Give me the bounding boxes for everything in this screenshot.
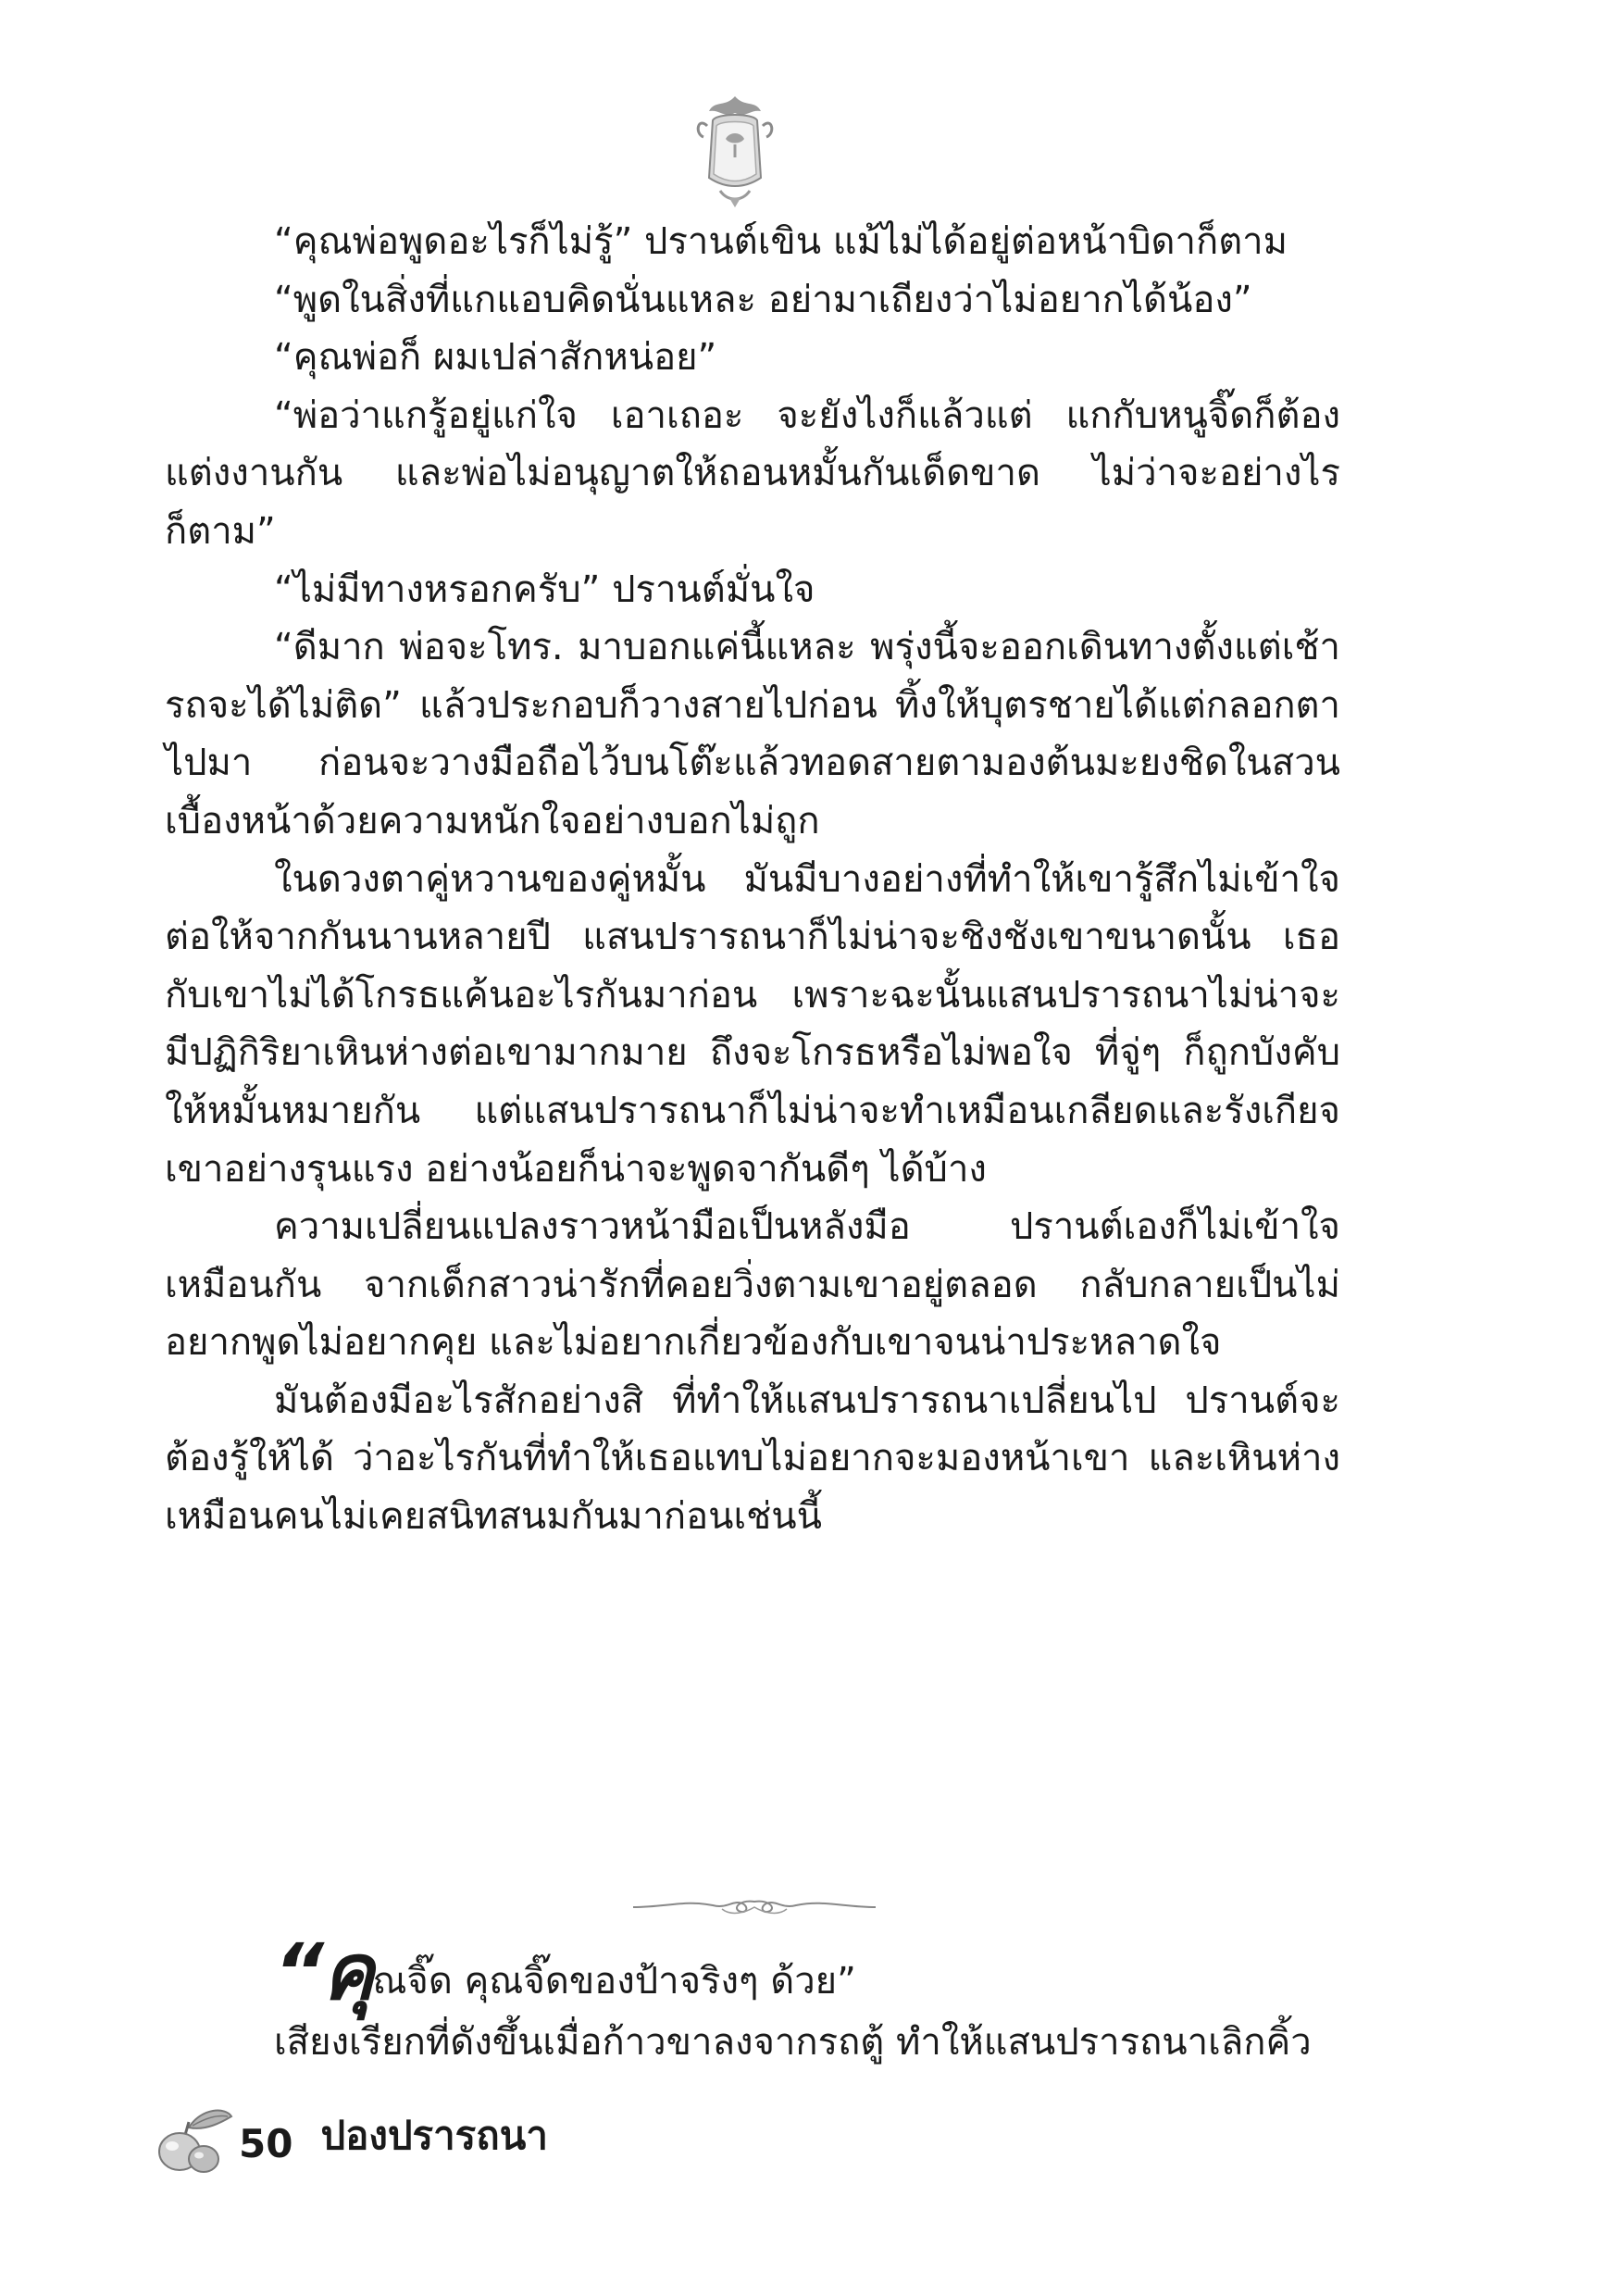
paragraph: มันต้องมีอะไรสักอย่างสิ ที่ทำให้แสนปรารถนาเปลี่ยนไป ปรานต์จะต้องรู้ให้ได้ ว่าอะไรกันที่ทำให้เธอแทบไม่อยากจะมองหน้าเขา และเหินห่างเหมือนคนไม่เคยสนิทสนมกันมาก่อนเช่นนี้ — [165, 1379, 1340, 1539]
fruit-leaf-icon — [152, 2094, 235, 2177]
paragraph: ความเปลี่ยนแปลงราวหน้ามือเป็นหลังมือ ปรานต์เองก็ไม่เข้าใจเหมือนกัน จากเด็กสาวน่ารักที่คอยวิ่งตามเขาอยู่ตลอด กลับกลายเป็นไม่อยากพูดไม่อยากคุย และไม่อยากเกี่ยวข้องกับเขาจนน่าประหลาดใจ — [165, 1205, 1340, 1365]
paragraph: “คุณพ่อก็ ผมเปล่าสักหน่อย” — [274, 336, 717, 380]
dropcap: “คุ — [274, 1927, 373, 2017]
paragraph: เสียงเรียกที่ดังขึ้นเมื่อก้าวขาลงจากรถตู้ ทำให้แสนปรารถนาเลิกคิ้ว — [274, 2021, 1312, 2064]
paragraph: “พูดในสิ่งที่แกแอบคิดนั่นแหละ อย่ามาเถียงว่าไม่อยากได้น้อง” — [274, 278, 1252, 321]
paragraph: “พ่อว่าแกรู้อยู่แก่ใจ เอาเถอะ จะยังไงก็แล้วแต่ แกกับหนูจิ๊ดก็ต้องแต่งงานกัน และพ่อไม่อนุญาตให้ถอนหมั้นกันเด็ดขาด ไม่ว่าจะอย่างไรก็ตาม” — [165, 393, 1340, 553]
ornamental-crest-icon — [689, 89, 781, 209]
flourish-divider-icon — [629, 1894, 879, 1918]
paragraph: ในดวงตาคู่หวานของคู่หมั้น มันมีบางอย่างที่ทำให้เขารู้สึกไม่เข้าใจ ต่อให้จากกันนานหลายปี แสนปรารถนาก็ไม่น่าจะชิงชังเขาขนาดนั้น เธอกับเขาไม่ได้โกรธแค้นอะไรกันมาก่อน เพราะฉะนั้นแสนปรารถนาไม่น่าจะมีปฏิกิริยาเหินห่างต่อเขามากมาย ถึงจะโกรธหรือไม่พอใจ ที่จู่ๆ ก็ถูกบังคับให้หมั้นหมายกัน แต่แสนปรารถนาก็ไม่น่าจะทำเหมือนเกลียดและรังเกียจเขาอย่างรุนแรง อย่างน้อยก็น่าจะพูดจากันดีๆ ได้บ้าง — [165, 857, 1340, 1191]
body-text — [165, 213, 1340, 1546]
paragraph: “คุณพ่อพูดอะไรก็ไม่รู้” ปรานต์เขิน แม้ไม่ได้อยู่ต่อหน้าบิดาก็ตาม — [274, 220, 1288, 263]
paragraph: “ดีมาก พ่อจะโทร. มาบอกแค่นี้แหละ พรุ่งนี้จะออกเดินทางตั้งแต่เช้า รถจะได้ไม่ติด” แล้วประกอบก็วางสายไปก่อน ทิ้งให้บุตรชายได้แต่กลอกตาไปมา ก่อนจะวางมือถือไว้บนโต๊ะแล้วทอดสายตามองต้นมะยงชิดในสวนเบื้องหน้าด้วยความหนักใจอย่างบอกไม่ถูก — [165, 626, 1340, 842]
book-title: ปองปรารถนา — [320, 2113, 548, 2158]
dropcap-line — [274, 1927, 1340, 2017]
section-opening — [274, 1927, 1340, 2073]
page-number: 50 — [239, 2121, 293, 2166]
paragraph: “ไม่มีทางหรอกครับ” ปรานต์มั่นใจ — [274, 568, 815, 611]
page-footer — [152, 2094, 548, 2177]
dropcap-line-rest: ณจิ๊ด คุณจิ๊ดของป้าจริงๆ ด้วย” — [372, 1960, 856, 2003]
